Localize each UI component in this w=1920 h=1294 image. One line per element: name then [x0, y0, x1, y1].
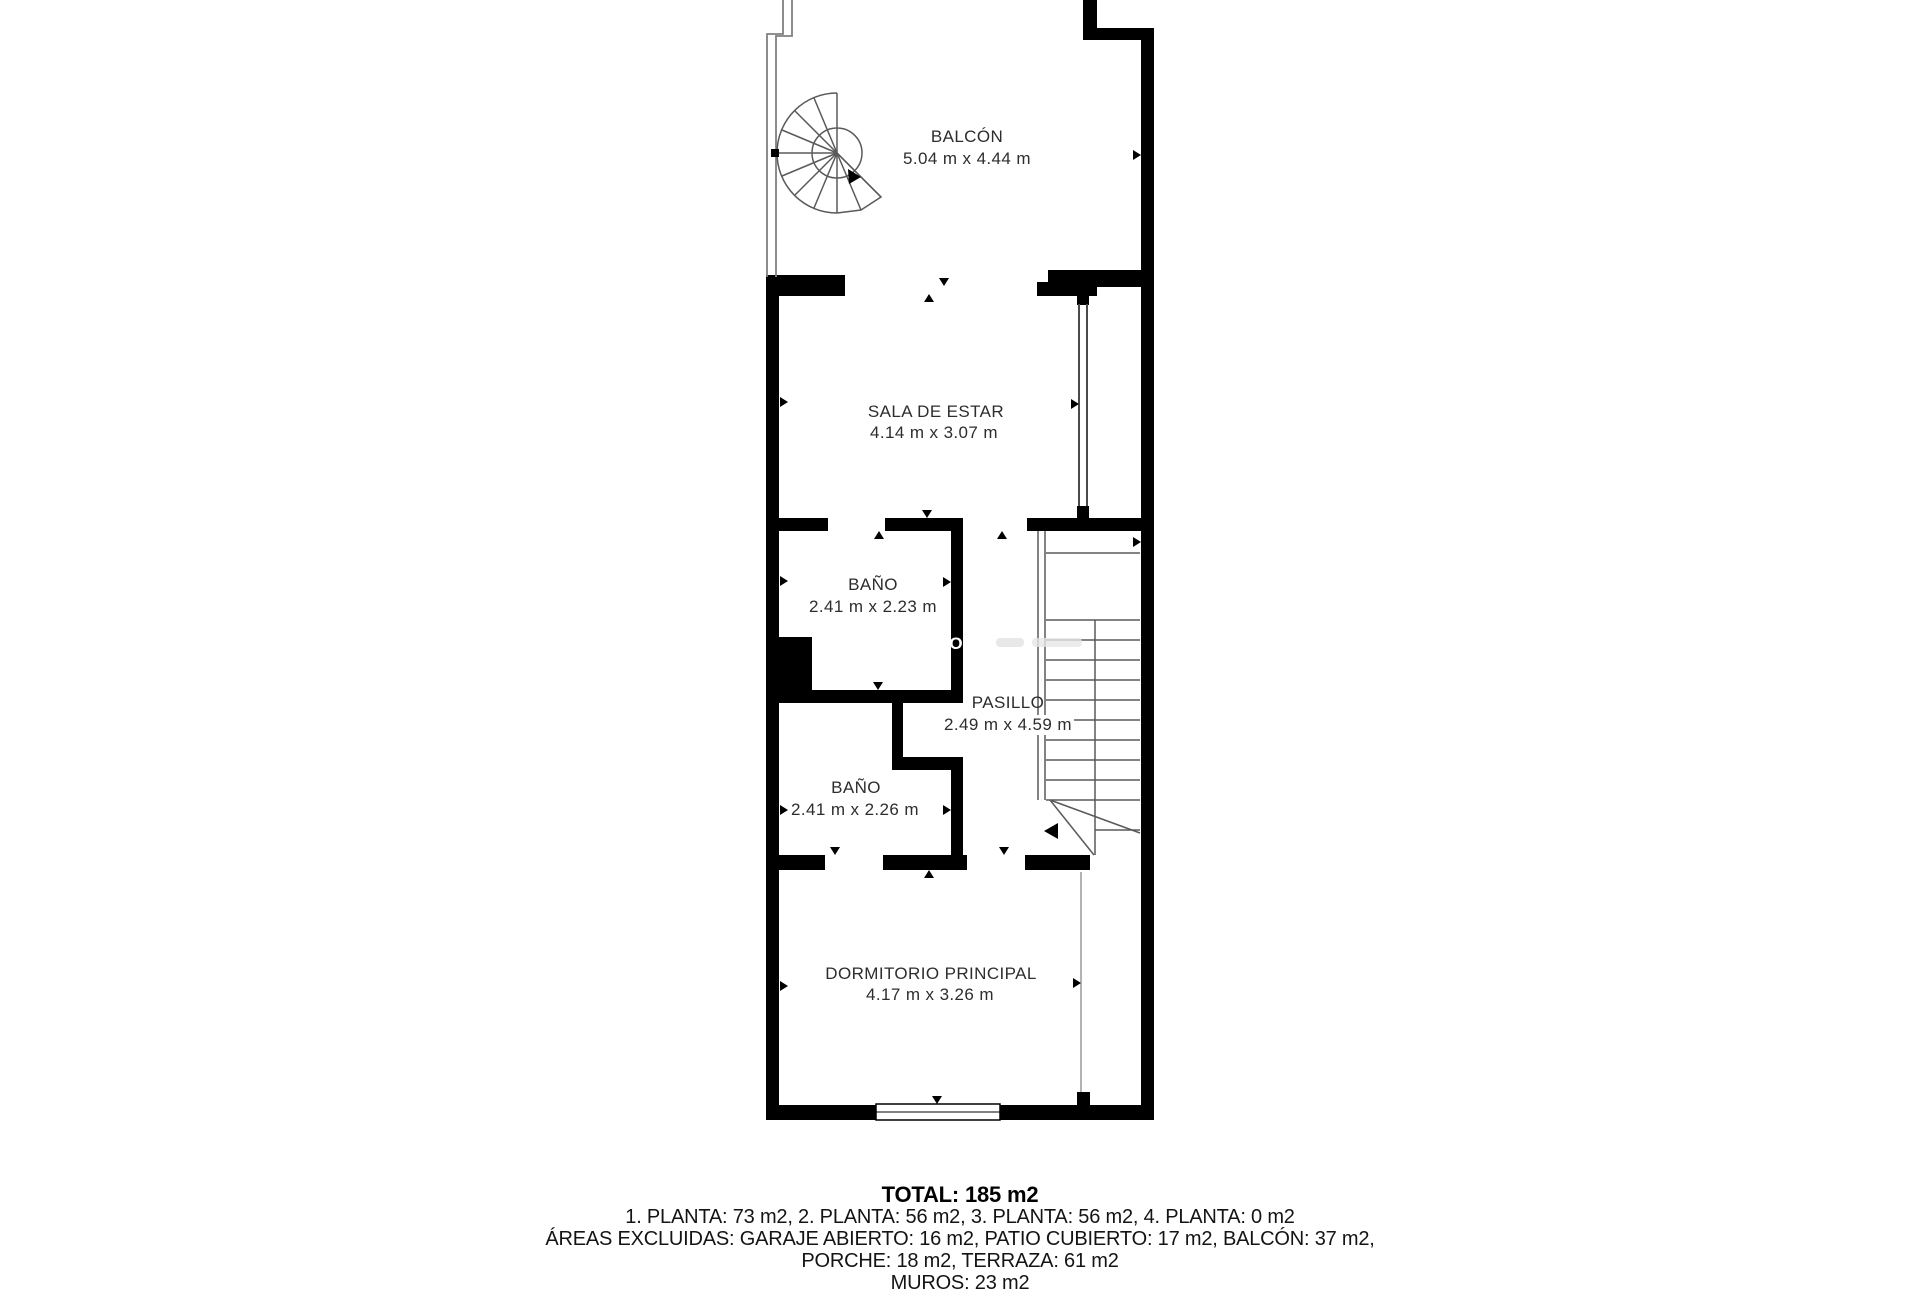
room-label-living-room: SALA DE ESTAR — [867, 402, 1005, 421]
room-dimensions-living-room: 4.14 m x 3.07 m — [870, 423, 998, 442]
room-label-balcony: BALCÓN — [930, 127, 1004, 146]
balcony-railing — [767, 0, 792, 277]
summary-total: TOTAL: 185 m2 — [881, 1182, 1039, 1207]
stair-direction-arrow-icon — [1044, 823, 1058, 839]
room-label-bathroom-1: BAÑO — [848, 575, 898, 594]
room-label-hallway: PASILLO — [971, 693, 1045, 712]
summary-line-plantas: 1. PLANTA: 73 m2, 2. PLANTA: 56 m2, 3. PLANTA: 56 m2, 4. PLANTA: 0 m2 — [625, 1206, 1295, 1228]
spiral-staircase — [771, 93, 881, 213]
room-dimensions-hallway: 2.49 m x 4.59 m — [944, 715, 1072, 734]
room-label-bathroom-2: BAÑO — [831, 778, 881, 797]
room-dimensions-master-bedroom: 4.17 m x 3.26 m — [866, 985, 994, 1004]
staircase — [1038, 531, 1140, 855]
summary-line-porche-terraza: PORCHE: 18 m2, TERRAZA: 61 m2 — [801, 1250, 1119, 1272]
room-label-master-bedroom: DORMITORIO PRINCIPAL — [825, 964, 1037, 983]
summary-line-excluded-areas: ÁREAS EXCLUIDAS: GARAJE ABIERTO: 16 m2, PATIO CUBIERTO: 17 m2, BALCÓN: 37 m2, — [545, 1228, 1375, 1250]
room-dimensions-balcony: 5.04 m x 4.44 m — [903, 149, 1031, 168]
room-dimensions-bathroom-2: 2.41 m x 2.26 m — [791, 800, 919, 819]
room-dimensions-bathroom-1: 2.41 m x 2.23 m — [809, 597, 937, 616]
watermark — [949, 634, 1082, 653]
watermark-letter: O — [949, 634, 963, 653]
spiral-newel-marker — [771, 149, 779, 157]
summary-line-muros: MUROS: 23 m2 — [890, 1272, 1030, 1294]
